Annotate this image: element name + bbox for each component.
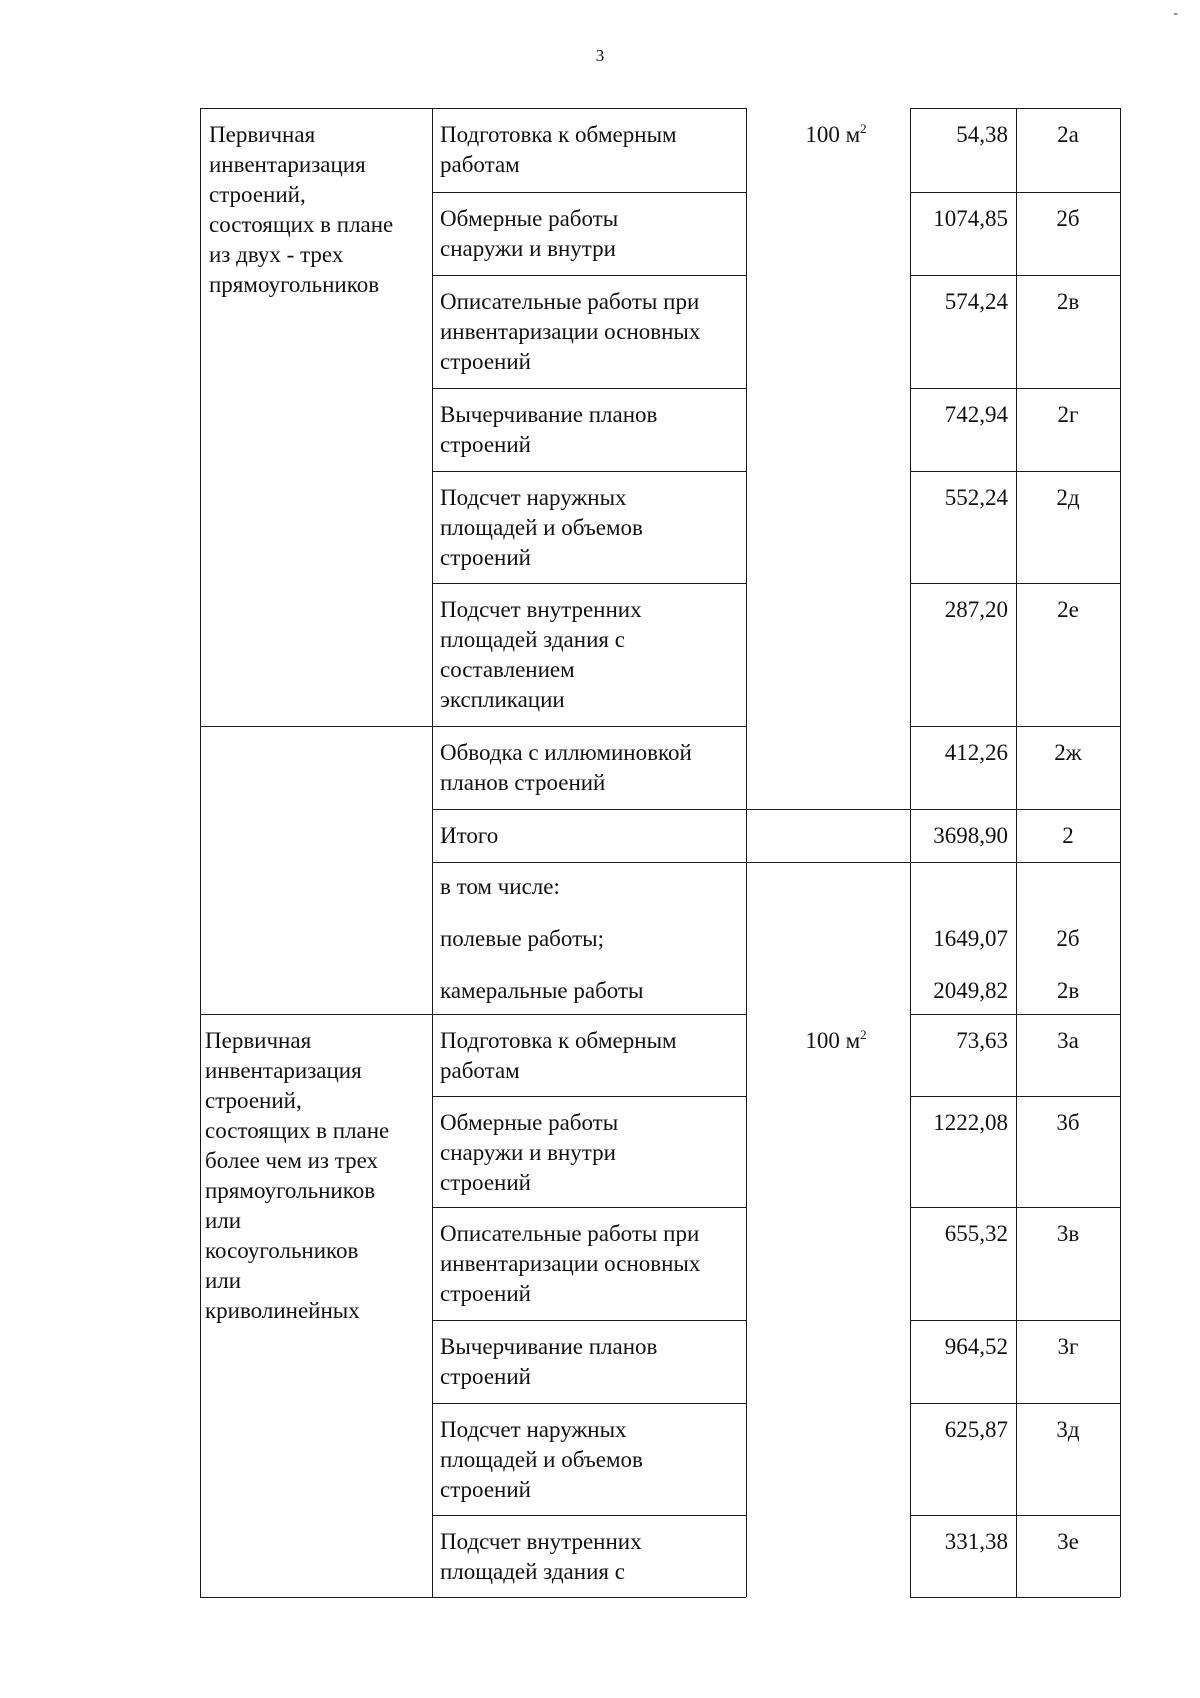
work-name: Описательные работы при инвентаризации основных строений [440, 289, 701, 374]
row-rule [432, 471, 746, 472]
rate-value: 412,26 [944, 740, 1008, 765]
unit-superscript: 2 [860, 121, 867, 136]
breakdown-heading: в том числе: [440, 874, 560, 899]
unit-value: 100 м [805, 1028, 861, 1053]
row-rule [910, 809, 1120, 810]
row-code: 2а [1057, 122, 1079, 147]
row-code: 2д [1056, 485, 1080, 510]
rate-value: 1074,85 [933, 206, 1008, 231]
column-rule [1120, 1014, 1121, 1597]
section-rule [910, 1014, 1120, 1015]
row-rule [910, 388, 1120, 389]
row-rule [910, 1207, 1120, 1208]
group-label: Первичная инвентаризация строений, состоящих в плане из двух - трех прямоугольников [209, 122, 394, 297]
row-code: 2б [1056, 206, 1080, 231]
rate-value: 54,38 [956, 122, 1008, 147]
rate-value: 574,24 [944, 289, 1008, 314]
row-rule [910, 1515, 1120, 1516]
work-name: камеральные работы [440, 978, 644, 1003]
column-rule [1016, 726, 1017, 1014]
work-name: Обводка с иллюминовкой планов строений [440, 740, 692, 795]
row-rule [910, 192, 1120, 193]
row-rule [432, 583, 746, 584]
table-bottom-rule [200, 1597, 746, 1598]
table-top-rule [200, 108, 746, 109]
rate-value: 287,20 [944, 597, 1008, 622]
row-code: 3в [1056, 1221, 1080, 1246]
column-rule [910, 726, 911, 1014]
work-name: Подсчет внутренних площадей здания с [440, 1529, 642, 1584]
row-rule [432, 275, 746, 276]
work-name: Обмерные работы снаружи и внутри строений [440, 1110, 619, 1195]
unit-value: 100 м [805, 122, 861, 147]
row-rule [432, 192, 746, 193]
section-rule [910, 726, 1120, 727]
group-label: Первичная инвентаризация строений, состоящих в плане более чем из трех прямоугольников или косоугольников или криволинейных [205, 1028, 390, 1323]
row-code: 3д [1056, 1417, 1080, 1442]
row-rule [432, 388, 746, 389]
page-number: 3 [595, 46, 605, 65]
row-code: 2г [1057, 402, 1079, 427]
rate-value: 625,87 [944, 1417, 1008, 1442]
rate-value: 552,24 [944, 485, 1008, 510]
work-name: Вычерчивание планов строений [440, 1334, 658, 1389]
row-code: 2в [1056, 978, 1080, 1003]
rate-value: 73,63 [956, 1028, 1008, 1053]
work-name: полевые работы; [440, 926, 604, 951]
column-rule [746, 108, 747, 726]
row-rule [432, 1096, 746, 1097]
rate-value: 964,52 [944, 1334, 1008, 1359]
column-rule [1120, 108, 1121, 726]
unit-cell [756, 120, 916, 150]
section-rule [200, 726, 746, 727]
rate-value: 2049,82 [933, 978, 1008, 1003]
work-name: Подсчет наружных площадей и объемов строений [440, 1417, 643, 1502]
column-rule [432, 726, 433, 1014]
table-top-rule [910, 108, 1120, 109]
column-rule [432, 1014, 433, 1597]
row-rule [432, 1515, 746, 1516]
row-code: 2 [1062, 823, 1074, 848]
rate-value: 1222,08 [933, 1110, 1008, 1135]
row-rule [910, 583, 1120, 584]
section-rule [200, 1014, 746, 1015]
row-code: 2б [1056, 926, 1080, 951]
row-rule [910, 1320, 1120, 1321]
row-code: 2ж [1054, 740, 1082, 765]
column-rule [910, 1014, 911, 1597]
rate-value: 3698,90 [933, 823, 1008, 848]
row-code: 3е [1057, 1529, 1079, 1554]
table-bottom-rule [910, 1597, 1120, 1598]
work-name: Вычерчивание планов строений [440, 402, 658, 457]
row-rule [432, 1320, 746, 1321]
row-rule [910, 1096, 1120, 1097]
row-code: 3б [1056, 1110, 1080, 1135]
work-name: Подсчет внутренних площадей здания с составлением экспликации [440, 597, 642, 712]
row-code: 3г [1057, 1334, 1079, 1359]
rate-value: 1649,07 [933, 926, 1008, 951]
work-name: Подсчет наружных площадей и объемов строений [440, 485, 643, 570]
row-rule [910, 275, 1120, 276]
column-rule [746, 726, 747, 1014]
unit-cell [756, 1026, 916, 1056]
work-name: Обмерные работы снаружи и внутри [440, 206, 619, 261]
row-rule [432, 809, 746, 810]
work-name: Описательные работы при инвентаризации основных строений [440, 1221, 701, 1306]
column-rule [200, 108, 201, 726]
rate-value: 742,94 [944, 402, 1008, 427]
work-name: Подготовка к обмерным работам [440, 122, 677, 177]
work-name: Итого [440, 823, 499, 848]
row-code: 2е [1057, 597, 1079, 622]
row-code: 3а [1057, 1028, 1079, 1053]
row-code: 2в [1056, 289, 1080, 314]
rate-value: 655,32 [944, 1221, 1008, 1246]
unit-superscript: 2 [860, 1027, 867, 1042]
row-rule [432, 1207, 746, 1208]
work-name: Подготовка к обмерным работам [440, 1028, 677, 1083]
row-rule [910, 471, 1120, 472]
column-rule [1120, 726, 1121, 1014]
corner-mark: - [1173, 6, 1178, 21]
column-rule [1016, 1014, 1017, 1597]
row-rule [432, 1403, 746, 1404]
row-rule [746, 809, 910, 810]
column-rule [746, 1014, 747, 1597]
rate-value: 331,38 [944, 1529, 1008, 1554]
column-rule [200, 1014, 201, 1597]
row-rule [910, 1403, 1120, 1404]
column-rule [432, 108, 433, 726]
column-rule [200, 726, 201, 1014]
